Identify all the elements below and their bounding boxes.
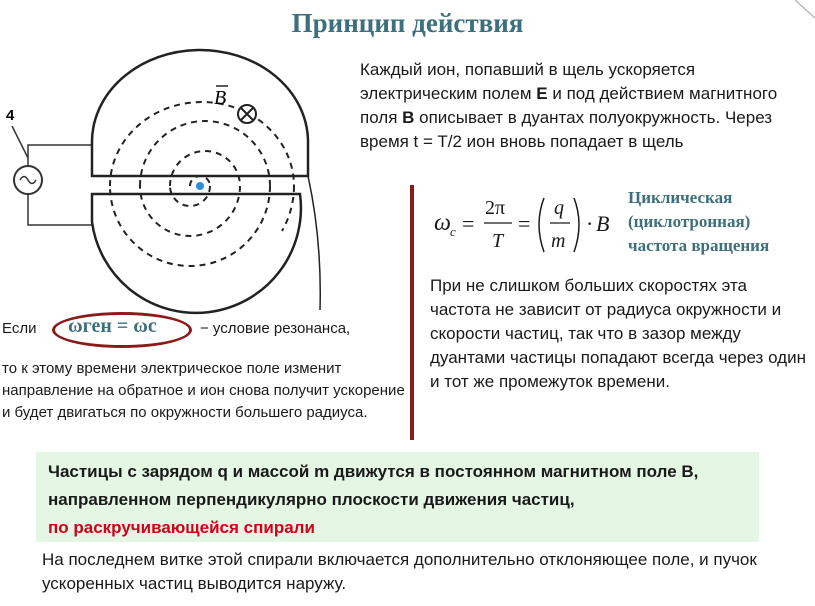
page-title: Принцип действия	[291, 8, 524, 38]
resonance-condition: Если ωген = ωc − условие резонанса,	[0, 312, 400, 346]
b-field-into-page-icon	[238, 105, 256, 123]
svg-text:B: B	[596, 211, 610, 236]
left-paragraph: то к этому времени электрическое поле изменит направление на обратное и ион снова получит ускорение и будет двигаться по окружности большего радиуса.	[2, 360, 405, 421]
ion-dot	[196, 182, 204, 190]
svg-text:·: ·	[586, 211, 594, 236]
svg-text:ω: ω	[434, 210, 451, 236]
svg-text:=: =	[462, 211, 475, 236]
resonance-formula: ωген = ωc	[68, 315, 157, 337]
cyclic-frequency-label: Циклическая (циклотронная) частота вращения	[628, 188, 770, 255]
intro-paragraph: Каждый ион, попавший в щель ускоряется электрическим полем E и под действием магнитного поля B описывает в дуантах полуокружность. Через время t = T/2 ион вновь попадает в щель	[360, 60, 778, 151]
label-4: 4	[6, 107, 15, 124]
cyclotron-frequency-formula	[432, 190, 622, 260]
frequency-explanation: При не слишком больших скоростях эта частота не зависит от радиуса окружности и скорости частиц, так что в зазор между дуантами частицы попадают всегда через один и тот же промежуток времени.	[430, 276, 806, 391]
lower-dee	[92, 194, 301, 313]
label-b: B	[214, 87, 227, 109]
last-paragraph: На последнем витке этой спирали включается дополнительно отклоняющее поле, и пучок ускоренных частиц выводится наружу.	[42, 550, 757, 593]
conclusion-box: Частицы с зарядом q и массой m движутся в постоянном магнитном поле B, направленном перпендикулярно плоскости движения частиц, по раскручивающейся спирали	[36, 452, 759, 542]
spiral-highlight: по раскручивающейся спирали	[48, 518, 315, 537]
svg-text:m: m	[551, 230, 566, 252]
svg-text:c: c	[450, 224, 456, 239]
cyclotron-diagram	[0, 48, 360, 318]
extraction-path	[308, 176, 320, 310]
vertical-divider	[410, 185, 414, 440]
svg-text:T: T	[492, 230, 504, 252]
svg-text:2π: 2π	[485, 197, 506, 219]
corner-decoration	[795, 0, 815, 20]
svg-text:=: =	[518, 211, 531, 236]
upper-dee	[92, 50, 308, 176]
svg-text:q: q	[554, 197, 564, 219]
